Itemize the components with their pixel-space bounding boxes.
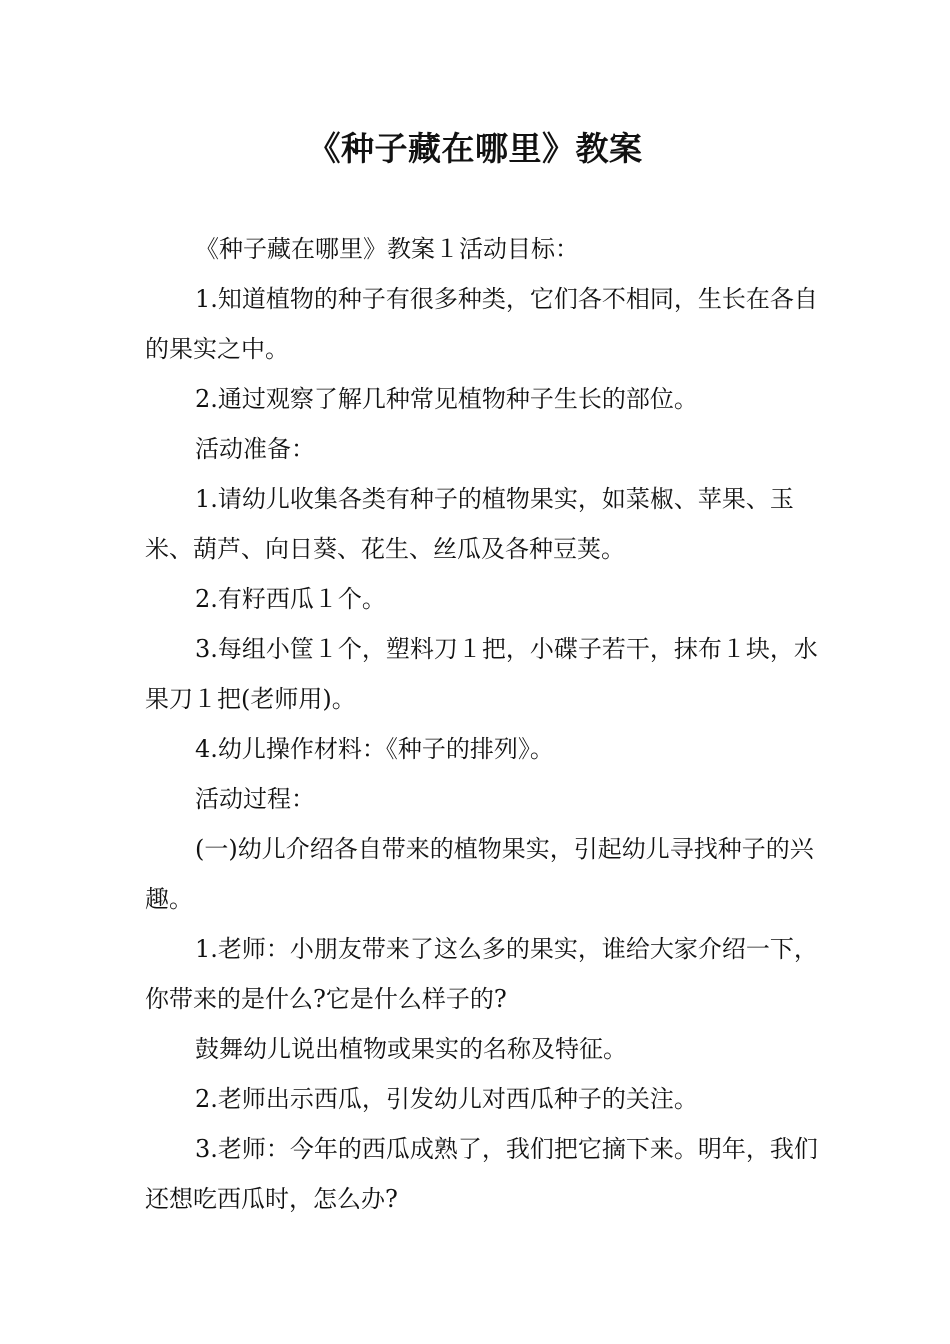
paragraph-12: 鼓舞幼儿说出植物或果实的名称及特征。 <box>195 1035 627 1063</box>
paragraph-5: 1.请幼儿收集各类有种子的植物果实，如菜椒、苹果、玉米、葫芦、向日葵、花生、丝瓜及各种豆荚。 <box>145 485 794 563</box>
paragraph-11: 1.老师：小朋友带来了这么多的果实，谁给大家介绍一下，你带来的是什么?它是什么样子的? <box>145 935 818 1013</box>
paragraph-4: 活动准备： <box>195 435 315 463</box>
document-body <box>145 224 821 1224</box>
paragraph-10: (一)幼儿介绍各自带来的植物果实，引起幼儿寻找种子的兴趣。 <box>145 835 814 913</box>
paragraph-13: 2.老师出示西瓜，引发幼儿对西瓜种子的关注。 <box>195 1085 698 1113</box>
paragraph-7: 3.每组小筐１个，塑料刀１把，小碟子若干，抹布１块，水果刀１把(老师用)。 <box>145 635 818 713</box>
paragraph-14: 3.老师：今年的西瓜成熟了，我们把它摘下来。明年，我们还想吃西瓜时，怎么办? <box>145 1135 818 1213</box>
paragraph-3: 2.通过观察了解几种常见植物种子生长的部位。 <box>195 385 698 413</box>
paragraph-9: 活动过程： <box>195 785 315 813</box>
document-title: 《种子藏在哪里》教案 <box>307 129 643 168</box>
paragraph-6: 2.有籽西瓜１个。 <box>195 585 386 613</box>
paragraph-1: 《种子藏在哪里》教案１活动目标： <box>195 235 579 263</box>
paragraph-2: 1.知道植物的种子有很多种类，它们各不相同，生长在各自的果实之中。 <box>145 285 818 363</box>
paragraph-8: 4.幼儿操作材料：《种子的排列》。 <box>195 735 554 763</box>
